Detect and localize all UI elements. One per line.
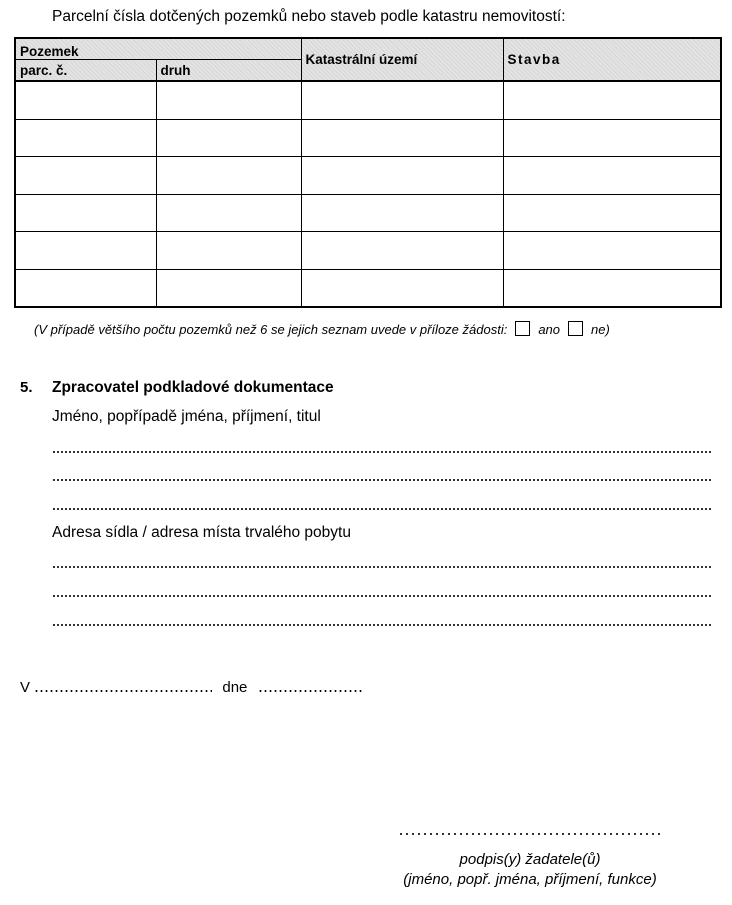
cell-katastralni-uzemi[interactable] (301, 269, 503, 307)
cell-stavba[interactable] (503, 269, 721, 307)
place-v-label: V (20, 679, 31, 696)
place-date-line (20, 679, 364, 696)
table-row (15, 157, 721, 195)
address-label: Adresa sídla / adresa místa trvalého pobytu (52, 524, 351, 541)
cell-stavba[interactable] (503, 81, 721, 119)
cell-parc-c[interactable] (15, 269, 156, 307)
cell-katastralni-uzemi[interactable] (301, 232, 503, 270)
cell-stavba[interactable] (503, 194, 721, 232)
note-attachment (34, 321, 610, 337)
option-ano-label: ano (538, 322, 561, 337)
cell-katastralni-uzemi[interactable] (301, 81, 503, 119)
address-line-2[interactable] (52, 595, 712, 597)
table-row (15, 194, 721, 232)
header-stavba: Stavba (503, 38, 721, 81)
table-row (15, 119, 721, 157)
intro-text: Parcelní čísla dotčených pozemků nebo staveb podle katastru nemovitostí: (52, 8, 566, 25)
signature-caption: podpis(y) žadatele(ů) (459, 851, 601, 868)
signature-subcaption: (jméno, popř. jména, příjmení, funkce) (403, 871, 657, 888)
cell-katastralni-uzemi[interactable] (301, 119, 503, 157)
header-druh: druh (156, 60, 301, 82)
signature-line[interactable] (398, 833, 660, 835)
cell-druh[interactable] (156, 119, 301, 157)
section-number: 5. (20, 379, 33, 396)
cell-druh[interactable] (156, 194, 301, 232)
note-text: (V případě většího počtu pozemků než 6 se jejich seznam uvede v příloze žádosti: (34, 322, 508, 337)
cell-stavba[interactable] (503, 157, 721, 195)
table-row (15, 269, 721, 307)
parcels-table (14, 37, 722, 308)
cell-parc-c[interactable] (15, 81, 156, 119)
address-line-1[interactable] (52, 566, 712, 568)
date-field[interactable] (258, 690, 364, 692)
cell-stavba[interactable] (503, 232, 721, 270)
cell-druh[interactable] (156, 81, 301, 119)
cell-stavba[interactable] (503, 119, 721, 157)
name-label: Jméno, popřípadě jména, příjmení, titul (52, 408, 321, 425)
option-ne-label: ne) (591, 322, 610, 337)
table-row (15, 232, 721, 270)
header-pozemek: Pozemek (15, 38, 301, 60)
cell-druh[interactable] (156, 232, 301, 270)
cell-parc-c[interactable] (15, 194, 156, 232)
cell-parc-c[interactable] (15, 232, 156, 270)
section-title: Zpracovatel podkladové dokumentace (52, 379, 334, 396)
cell-katastralni-uzemi[interactable] (301, 157, 503, 195)
checkbox-ano[interactable] (515, 321, 530, 336)
cell-parc-c[interactable] (15, 157, 156, 195)
place-field[interactable] (34, 690, 212, 692)
date-dne-label: dne (222, 679, 248, 696)
cell-druh[interactable] (156, 157, 301, 195)
name-line-3[interactable] (52, 508, 712, 510)
table-row (15, 81, 721, 119)
name-line-2[interactable] (52, 479, 712, 481)
cell-katastralni-uzemi[interactable] (301, 194, 503, 232)
header-katastralni-uzemi: Katastrální území (301, 38, 503, 81)
header-parc-c: parc. č. (15, 60, 156, 82)
checkbox-ne[interactable] (568, 321, 583, 336)
cell-druh[interactable] (156, 269, 301, 307)
name-line-1[interactable] (52, 451, 712, 453)
cell-parc-c[interactable] (15, 119, 156, 157)
address-line-3[interactable] (52, 624, 712, 626)
